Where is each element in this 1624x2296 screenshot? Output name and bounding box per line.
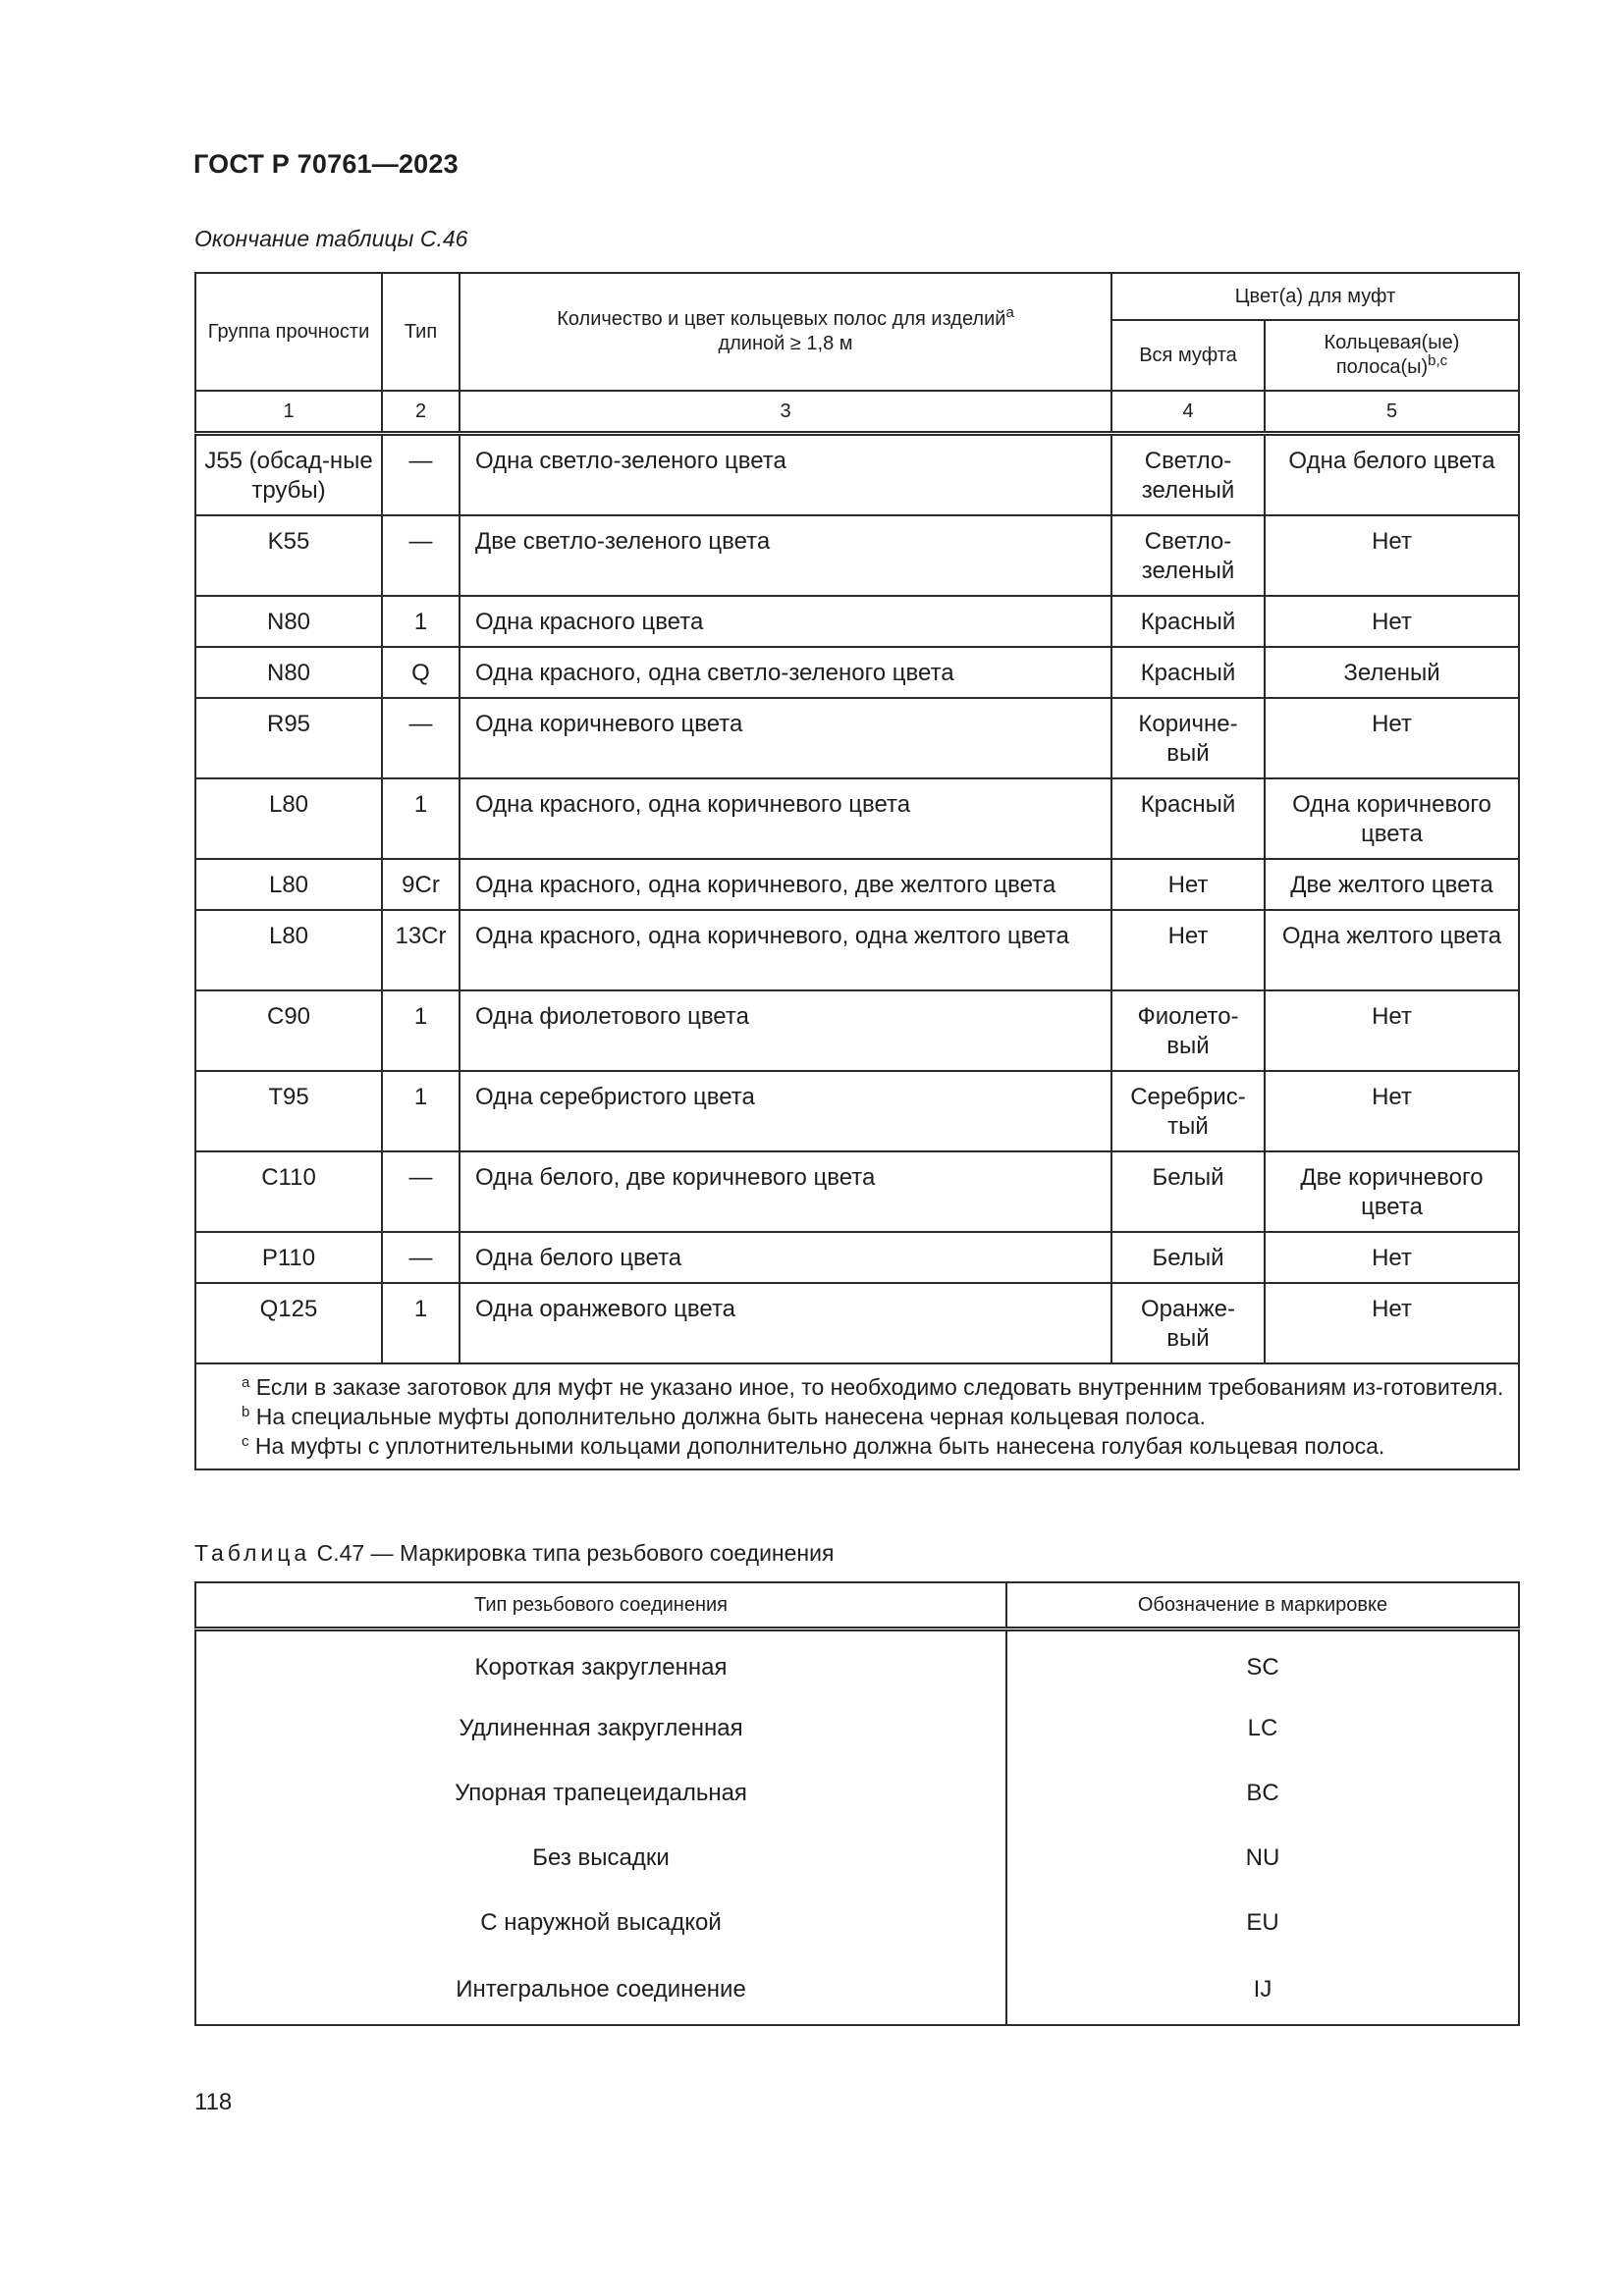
cell-type: 1 (382, 990, 460, 1071)
cell-ring-stripes: Нет (1265, 990, 1519, 1071)
table-row (195, 596, 1519, 647)
cell-strength-group: K55 (195, 515, 382, 596)
cell-strength-group: L80 (195, 910, 382, 990)
cell-ring-stripes: Две коричневого цвета (1265, 1151, 1519, 1232)
cell-type: 13Cr (382, 910, 460, 990)
cell-strength-group: R95 (195, 698, 382, 778)
cell-whole-coupling: Серебрис-тый (1111, 1071, 1265, 1151)
cell-whole-coupling: Светло-зеленый (1111, 434, 1265, 516)
cell-ring-stripes: Зеленый (1265, 647, 1519, 698)
cell-thread-type: Короткая закругленная (195, 1629, 1006, 1697)
cell-thread-type: Без высадки (195, 1826, 1006, 1891)
column-number: 4 (1111, 391, 1265, 434)
footnote-mark: a (242, 1374, 250, 1391)
table-c46 (194, 272, 1520, 1470)
page-number: 118 (194, 2089, 233, 2115)
cell-strength-group: T95 (195, 1071, 382, 1151)
table-c47 (194, 1581, 1520, 2026)
cell-whole-coupling: Красный (1111, 778, 1265, 859)
cell-strength-group: J55 (обсад-ные трубы) (195, 434, 382, 516)
cell-strength-group: Q125 (195, 1283, 382, 1363)
cell-whole-coupling: Красный (1111, 647, 1265, 698)
cell-ring-stripes: Одна белого цвета (1265, 434, 1519, 516)
cell-whole-coupling: Белый (1111, 1232, 1265, 1283)
cell-whole-coupling: Нет (1111, 910, 1265, 990)
cell-whole-coupling: Оранже-вый (1111, 1283, 1265, 1363)
table-row (195, 1891, 1519, 1955)
header-stripes-length: длиной ≥ 1,8 м (718, 333, 853, 354)
table-row (195, 1629, 1519, 1697)
header-stripes-text: Количество и цвет кольцевых полос для изделий (557, 308, 1006, 330)
cell-stripes: Одна светло-зеленого цвета (460, 434, 1111, 516)
table-continuation-caption: Окончание таблицы С.46 (194, 226, 468, 251)
cell-whole-coupling: Красный (1111, 596, 1265, 647)
header-type: Тип (382, 273, 460, 391)
cell-stripes: Одна красного, одна коричневого, две желтого цвета (460, 859, 1111, 910)
cell-marking-code: BC (1006, 1761, 1519, 1826)
footnote-mark: b (242, 1404, 250, 1420)
cell-thread-type: Удлиненная закругленная (195, 1696, 1006, 1761)
cell-whole-coupling: Нет (1111, 859, 1265, 910)
cell-whole-coupling: Светло-зеленый (1111, 515, 1265, 596)
table-caption-word: Таблица (194, 1540, 311, 1566)
table-caption-title: С.47 — Маркировка типа резьбового соединения (316, 1540, 835, 1566)
header-coupling-colors: Цвет(а) для муфт (1111, 273, 1519, 320)
cell-type: 1 (382, 596, 460, 647)
table-row (195, 910, 1519, 990)
cell-type: 1 (382, 1071, 460, 1151)
cell-marking-code: LC (1006, 1696, 1519, 1761)
footnote-c (210, 1431, 1504, 1461)
footnote-mark: c (242, 1433, 249, 1450)
cell-stripes: Одна белого, две коричневого цвета (460, 1151, 1111, 1232)
header-stripes (460, 273, 1111, 391)
table-row (195, 1696, 1519, 1761)
cell-strength-group: C110 (195, 1151, 382, 1232)
cell-type: — (382, 1151, 460, 1232)
cell-whole-coupling: Коричне-вый (1111, 698, 1265, 778)
table-c47-caption (194, 1540, 834, 1567)
footnote-ref-a: а (1005, 304, 1014, 321)
table-row (195, 1151, 1519, 1232)
cell-marking-code: NU (1006, 1826, 1519, 1891)
cell-type: Q (382, 647, 460, 698)
cell-stripes: Одна коричневого цвета (460, 698, 1111, 778)
footnote-ref-bc: b,c (1428, 352, 1448, 369)
footnote-text: На специальные муфты дополнительно должна быть нанесена черная кольцевая полоса. (255, 1404, 1206, 1429)
table-row (195, 1761, 1519, 1826)
cell-type: — (382, 515, 460, 596)
cell-strength-group: L80 (195, 859, 382, 910)
cell-ring-stripes: Нет (1265, 1071, 1519, 1151)
cell-stripes: Две светло-зеленого цвета (460, 515, 1111, 596)
table-row (195, 1955, 1519, 2025)
cell-stripes: Одна красного, одна коричневого, одна желтого цвета (460, 910, 1111, 990)
cell-thread-type: Интегральное соединение (195, 1955, 1006, 2025)
cell-strength-group: L80 (195, 778, 382, 859)
header-marking-code: Обозначение в маркировке (1006, 1582, 1519, 1629)
column-number: 2 (382, 391, 460, 434)
cell-stripes: Одна красного, одна светло-зеленого цвета (460, 647, 1111, 698)
cell-stripes: Одна белого цвета (460, 1232, 1111, 1283)
table-row (195, 990, 1519, 1071)
table-footnotes (195, 1363, 1519, 1469)
cell-marking-code: IJ (1006, 1955, 1519, 2025)
footnote-text: Если в заказе заготовок для муфт не указано иное, то необходимо следовать внутренним требованиям из-готовителя. (255, 1374, 1504, 1400)
column-number: 5 (1265, 391, 1519, 434)
table-row (195, 778, 1519, 859)
table-row (195, 647, 1519, 698)
header-whole-coupling: Вся муфта (1111, 320, 1265, 391)
cell-stripes: Одна серебристого цвета (460, 1071, 1111, 1151)
header-group: Группа прочности (195, 273, 382, 391)
cell-type: — (382, 1232, 460, 1283)
column-number: 1 (195, 391, 382, 434)
cell-marking-code: EU (1006, 1891, 1519, 1955)
column-number: 3 (460, 391, 1111, 434)
cell-whole-coupling: Фиолето-вый (1111, 990, 1265, 1071)
cell-stripes: Одна оранжевого цвета (460, 1283, 1111, 1363)
cell-thread-type: С наружной высадкой (195, 1891, 1006, 1955)
cell-type: — (382, 434, 460, 516)
cell-type: 9Cr (382, 859, 460, 910)
document-designation: ГОСТ Р 70761—2023 (193, 149, 459, 179)
table-row (195, 698, 1519, 778)
footnote-a (210, 1372, 1504, 1402)
table-row (195, 1071, 1519, 1151)
footnote-b (210, 1402, 1504, 1431)
table-row (195, 434, 1519, 516)
cell-type: — (382, 698, 460, 778)
cell-ring-stripes: Нет (1265, 1283, 1519, 1363)
cell-type: 1 (382, 1283, 460, 1363)
cell-ring-stripes: Нет (1265, 515, 1519, 596)
table-row (195, 515, 1519, 596)
table-row (195, 859, 1519, 910)
cell-ring-stripes: Одна желтого цвета (1265, 910, 1519, 990)
header-ring-stripes (1265, 320, 1519, 391)
header-thread-type: Тип резьбового соединения (195, 1582, 1006, 1629)
cell-strength-group: N80 (195, 647, 382, 698)
cell-ring-stripes: Одна коричневого цвета (1265, 778, 1519, 859)
cell-marking-code: SC (1006, 1629, 1519, 1697)
cell-strength-group: N80 (195, 596, 382, 647)
cell-stripes: Одна фиолетового цвета (460, 990, 1111, 1071)
cell-stripes: Одна красного цвета (460, 596, 1111, 647)
table-row (195, 1232, 1519, 1283)
cell-ring-stripes: Две желтого цвета (1265, 859, 1519, 910)
cell-strength-group: C90 (195, 990, 382, 1071)
table-row (195, 1826, 1519, 1891)
cell-type: 1 (382, 778, 460, 859)
cell-strength-group: P110 (195, 1232, 382, 1283)
cell-stripes: Одна красного, одна коричневого цвета (460, 778, 1111, 859)
cell-thread-type: Упорная трапецеидальная (195, 1761, 1006, 1826)
cell-ring-stripes: Нет (1265, 698, 1519, 778)
cell-ring-stripes: Нет (1265, 1232, 1519, 1283)
cell-ring-stripes: Нет (1265, 596, 1519, 647)
cell-whole-coupling: Белый (1111, 1151, 1265, 1232)
table-row (195, 1283, 1519, 1363)
header-ring-text: Кольцевая(ые) полоса(ы) (1324, 332, 1460, 378)
footnote-text: На муфты с уплотнительными кольцами дополнительно должна быть нанесена голубая кольцевая полоса. (254, 1433, 1385, 1459)
